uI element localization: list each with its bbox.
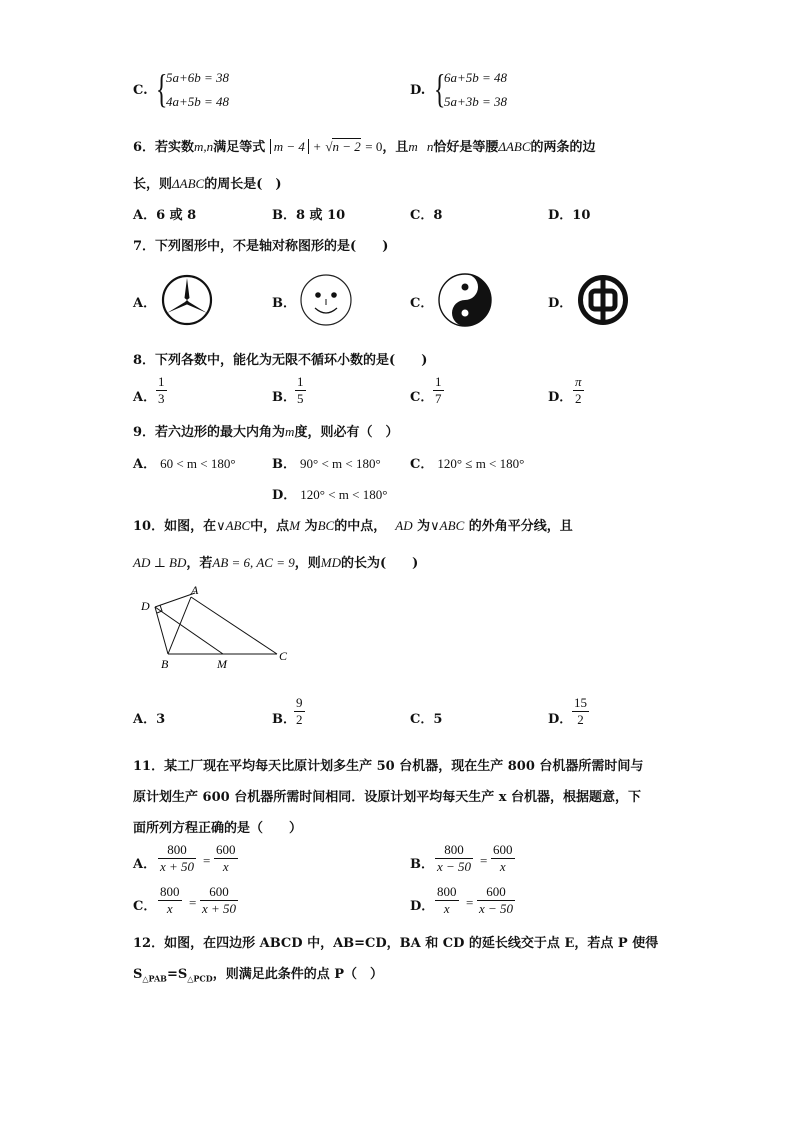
q10-option-b-label: B． bbox=[272, 712, 296, 727]
q6-var-m: m bbox=[408, 139, 418, 154]
q8-frac-c bbox=[433, 374, 444, 407]
q9-option-c bbox=[410, 453, 524, 472]
fig-label-a: A bbox=[191, 583, 199, 597]
q10-tri-2: ∨ABC bbox=[430, 518, 465, 533]
q12-s1: S bbox=[133, 967, 143, 982]
q11-d-rn: 600 bbox=[486, 884, 506, 899]
q8-frac-a-num: 1 bbox=[158, 374, 165, 389]
q5-c-eq1: 5a+6b = 38 bbox=[166, 70, 230, 85]
smiley-face-icon bbox=[298, 272, 354, 328]
q10-t9: 的长为( ) bbox=[340, 556, 419, 571]
q10-t1: 10．如图，在 bbox=[133, 519, 217, 534]
q8-frac-b-num: 1 bbox=[297, 374, 304, 389]
q10-perp: AD ⊥ BD bbox=[133, 555, 187, 570]
q10-option-d-label: D． bbox=[548, 712, 573, 727]
q6-triangle: ΔABC bbox=[498, 139, 531, 154]
q11-c-ld: x bbox=[158, 900, 182, 917]
q8-frac-c-num: 1 bbox=[435, 374, 442, 389]
q11-a-rn: 600 bbox=[216, 842, 236, 857]
q7-label-a: A． bbox=[133, 296, 157, 311]
q8-stem: 8．下列各数中，能化为无限不循环小数的是( ) bbox=[133, 353, 428, 368]
q12-line-1: 12．如图，在四边形 ABCD 中，AB=CD，BA 和 CD 的延长线交于点 E，若点 P 使得 bbox=[133, 936, 659, 951]
q10-option-c: C．5 bbox=[410, 712, 443, 727]
q11-option-b-label: B． bbox=[410, 857, 434, 872]
q8-frac-d bbox=[573, 374, 584, 407]
fig-label-c: C bbox=[279, 649, 288, 663]
fig-line-ac bbox=[191, 597, 277, 654]
q6-option-b: B．8 或 10 bbox=[272, 208, 346, 223]
q9-option-a-expr: 60 < m < 180° bbox=[160, 456, 236, 471]
q9-stem-a: 9．若六边形的最大内角为 bbox=[133, 425, 286, 440]
q10-ad: AD bbox=[395, 518, 413, 533]
q11-b-ld: x − 50 bbox=[437, 859, 472, 874]
q5-d-eq2: 5a+3b = 38 bbox=[444, 94, 508, 109]
q6-plus: + bbox=[313, 139, 321, 154]
q11-a-left bbox=[158, 842, 196, 875]
q6-sqrt-expr: n − 2 bbox=[332, 139, 361, 154]
q7-label-b: B． bbox=[272, 296, 296, 311]
q9-option-b bbox=[272, 453, 381, 472]
q11-c-left bbox=[158, 884, 182, 917]
q10-t7: ，若 bbox=[186, 556, 213, 571]
q6-text-a: 6．若实数 bbox=[133, 140, 195, 155]
q5-c-brace: { bbox=[155, 66, 168, 111]
q8-frac-d-num: π bbox=[575, 374, 582, 389]
q10-given: AB = 6, AC = 9 bbox=[212, 555, 295, 570]
q10-t4: 的中点， bbox=[334, 519, 387, 534]
q6-var-mn: m,n bbox=[194, 139, 214, 154]
q11-option-c-label: C． bbox=[133, 899, 157, 914]
q6-var-n: n bbox=[426, 139, 434, 154]
q11-d-right bbox=[477, 884, 515, 917]
q9-option-d-expr: 120° < m < 180° bbox=[300, 487, 388, 502]
q8-frac-b bbox=[295, 374, 306, 407]
q11-option-d-label: D． bbox=[410, 899, 435, 914]
q8-frac-b-den: 5 bbox=[297, 391, 304, 406]
q9-option-c-expr: 120° ≤ m < 180° bbox=[437, 456, 525, 471]
q9-option-b-label: B． bbox=[272, 457, 296, 472]
q9-var-m: m bbox=[285, 424, 295, 439]
q11-b-right bbox=[491, 842, 515, 875]
q10-option-d-frac bbox=[572, 695, 589, 728]
q6-option-a: A．6 或 8 bbox=[133, 208, 197, 223]
fig-label-m: M bbox=[217, 657, 227, 671]
q6-option-d: D．10 bbox=[548, 208, 591, 223]
q10-triangle-figure bbox=[135, 580, 305, 672]
mercedes-logo-icon bbox=[160, 273, 214, 327]
fig-line-da bbox=[155, 593, 195, 607]
q9-option-d bbox=[272, 484, 387, 503]
q11-b-rn: 600 bbox=[493, 842, 513, 857]
q5-d-brace: { bbox=[433, 66, 446, 111]
q11-d-ld: x bbox=[435, 900, 459, 917]
q10-option-b-frac bbox=[294, 695, 305, 728]
q6-text-g: 的周长是( ) bbox=[204, 177, 282, 192]
q11-b-ln: 800 bbox=[444, 842, 464, 857]
q10-t2: 中，点 bbox=[250, 519, 290, 534]
q6-text-e: 的两条的边 bbox=[530, 140, 596, 155]
fig-line-dm bbox=[155, 607, 223, 654]
q10-d-num: 15 bbox=[574, 695, 587, 710]
fig-label-b: B bbox=[161, 657, 169, 671]
q9-stem-b: 度，则必有（ ） bbox=[294, 425, 399, 440]
q8-frac-d-den: 2 bbox=[573, 390, 584, 407]
q11-a-ld: x + 50 bbox=[160, 859, 195, 874]
q10-t8: ，则 bbox=[294, 556, 321, 571]
q6-option-c: C．8 bbox=[410, 208, 443, 223]
q9-option-c-label: C． bbox=[410, 457, 434, 472]
q11-a-eq: = bbox=[203, 853, 211, 868]
q8-frac-a bbox=[156, 374, 167, 407]
q6-abs-expr: m − 4 bbox=[270, 139, 309, 154]
q10-option-a: A．3 bbox=[133, 712, 166, 727]
q11-b-eq: = bbox=[480, 853, 488, 868]
q11-d-left bbox=[435, 884, 459, 917]
q6-text-f: 长，则 bbox=[133, 177, 173, 192]
fig-label-d: D bbox=[141, 599, 150, 613]
q6-text-b: 满足等式 bbox=[213, 140, 266, 155]
q11-line-1: 11．某工厂现在平均每天比原计划多生产 50 台机器，现在生产 800 台机器所需时间与 bbox=[133, 759, 644, 774]
q5-option-d-label: D. bbox=[410, 83, 426, 98]
q8-frac-c-den: 7 bbox=[435, 391, 442, 406]
q12-sub2: △PCD bbox=[187, 973, 213, 984]
q10-b-den: 2 bbox=[296, 712, 303, 727]
q10-stem-2 bbox=[133, 552, 418, 571]
q10-stem-1 bbox=[133, 515, 573, 534]
bank-of-china-logo-icon bbox=[575, 272, 631, 328]
q8-label-b: B． bbox=[272, 390, 296, 405]
yin-yang-icon bbox=[436, 271, 494, 329]
q9-option-a-label: A． bbox=[133, 457, 157, 472]
q11-d-eq: = bbox=[466, 895, 474, 910]
q5-option-c-label: C. bbox=[133, 83, 148, 98]
q12-eq: =S bbox=[166, 967, 188, 982]
fig-line-ba bbox=[168, 597, 191, 654]
q9-option-a bbox=[133, 453, 236, 472]
q10-t5: 为 bbox=[417, 519, 431, 534]
q5-c-eq2: 4a+5b = 48 bbox=[166, 94, 230, 109]
q11-c-rn: 600 bbox=[209, 884, 229, 899]
q11-a-ln: 800 bbox=[167, 842, 187, 857]
q8-frac-a-den: 3 bbox=[158, 391, 165, 406]
q6-stem-2 bbox=[133, 173, 282, 192]
q11-c-eq: = bbox=[189, 895, 197, 910]
q11-a-right bbox=[214, 842, 238, 875]
q11-c-right bbox=[200, 884, 238, 917]
q12-rest: ，则满足此条件的点 P（ ） bbox=[212, 967, 384, 982]
q10-b-num: 9 bbox=[296, 695, 303, 710]
q10-d-den: 2 bbox=[572, 711, 589, 728]
q8-label-c: C． bbox=[410, 390, 434, 405]
q11-c-rd: x + 50 bbox=[202, 901, 237, 916]
q7-stem: 7．下列图形中，不是轴对称图形的是( ) bbox=[133, 239, 389, 254]
q10-m: M bbox=[289, 518, 301, 533]
q12-line-2 bbox=[133, 963, 383, 984]
q7-label-c: C． bbox=[410, 296, 434, 311]
q6-stem-1: 6．若实数m,n满足等式 m − 4 + √n − 2 = 0，且m n恰好是等腰ΔABC的两条的边 bbox=[133, 139, 596, 155]
q11-line-2: 原计划生产 600 台机器所需时间相同．设原计划平均每天生产 x 台机器，根据题意，下 bbox=[133, 790, 641, 805]
q11-b-left bbox=[435, 842, 473, 875]
q11-d-rd: x − 50 bbox=[479, 901, 514, 916]
q6-triangle-2: ΔABC bbox=[172, 176, 205, 191]
q9-option-d-label: D． bbox=[272, 488, 297, 503]
q9-option-b-expr: 90° < m < 180° bbox=[300, 456, 381, 471]
q11-c-ln: 800 bbox=[160, 884, 180, 899]
q10-md: MD bbox=[320, 555, 341, 570]
q11-line-3: 面所列方程正确的是（ ） bbox=[133, 821, 303, 836]
q8-label-d: D． bbox=[548, 390, 573, 405]
q10-t6: 的外角平分线，且 bbox=[468, 519, 573, 534]
q6-rhs: = 0 bbox=[365, 139, 383, 154]
q8-label-a: A． bbox=[133, 390, 157, 405]
q11-option-a-label: A． bbox=[133, 857, 157, 872]
q10-bc: BC bbox=[317, 518, 335, 533]
q11-a-rd: x bbox=[214, 858, 238, 875]
q12-sub1: △PAB bbox=[142, 973, 167, 984]
q5-d-eq1: 6a+5b = 48 bbox=[444, 70, 508, 85]
q6-text-d: 恰好是等腰 bbox=[433, 140, 499, 155]
q11-d-ln: 800 bbox=[437, 884, 457, 899]
q10-t3: 为 bbox=[304, 519, 318, 534]
q9-stem bbox=[133, 421, 398, 440]
q7-label-d: D． bbox=[548, 296, 573, 311]
q10-tri: ∨ABC bbox=[216, 518, 251, 533]
q11-b-rd: x bbox=[491, 858, 515, 875]
q6-text-c: ，且 bbox=[382, 140, 409, 155]
